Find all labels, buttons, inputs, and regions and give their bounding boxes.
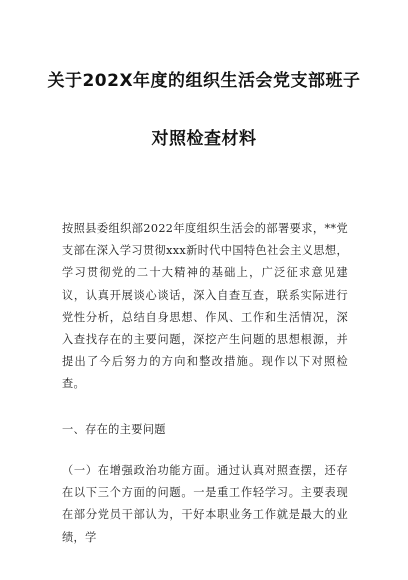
intro-paragraph: 按照县委组织部2022年度组织生活会的部署要求，**党支部在深入学习贯彻xxx新时代中国特色社会主义思想，学习贯彻党的二十大精神的基础上，广泛征求意见建议，认真开展谈心谈话，深入自查互查，联系实际进行党性分析，总结自身思想、作风、工作和生活情况，深入查找存在的主要问题，深挖产生问题的思想根源，并提出了今后努力的方向和整改措施。现作以下对照检查。 — [62, 222, 348, 391]
section-heading: 一、存在的主要问题 — [62, 423, 166, 436]
document-title-line-1: 关于202X年度的组织生活会党支部班子 — [47, 71, 361, 91]
document-title-line-2: 对照检查材料 — [151, 129, 257, 149]
section-paragraph: （一）在增强政治功能方面。通过认真对照查摆，还存在以下三个方面的问题。一是重工作轻学习。主要表现在部分党员干部认为，干好本职业务工作就是最大的业绩，学 — [62, 464, 348, 544]
